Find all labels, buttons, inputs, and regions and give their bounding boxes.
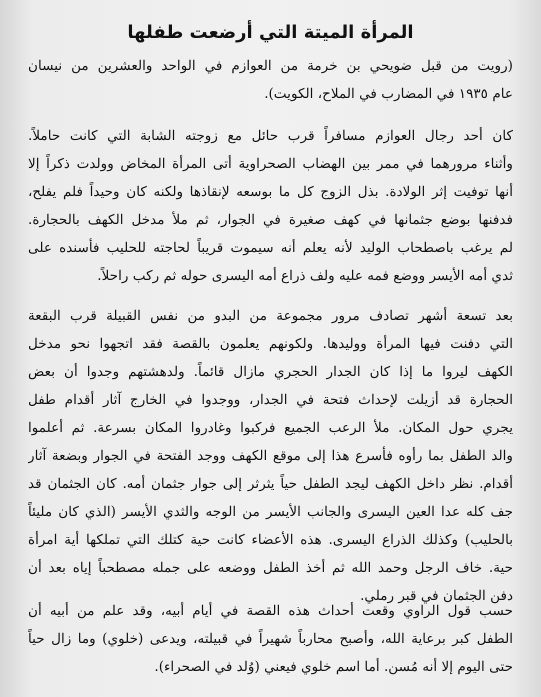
source-line: (رويت من قبل ضويحي بن خرمة من العوازم في الواحد والعشرين من نيسان — [28, 58, 513, 74]
text-line: بعد تسعة أشهر تصادف مرور مجموعة من البدو من نفس القبيلة قرب البقعة — [28, 308, 513, 324]
source-line: عام ١٩٣٥ في المضارب في الملاح، الكويت). — [264, 86, 513, 102]
text-line: حتى اليوم إلا أنه مُسن. أما اسم خلوي فيعني (وُلد في الصحراء). — [154, 659, 513, 675]
paragraph-3 — [28, 597, 513, 681]
text-line: الحجارة قد أزيلت لإحداث فتحة في الجدار، ووجدوا في الخارج آثار أقدام طفل — [28, 392, 513, 408]
text-line: لم يرغب باصطحاب الوليد لأنه يعلم أنه سيموت قريباً لحاجته للحليب فأسنده على — [28, 240, 513, 256]
source-note — [28, 52, 513, 108]
paragraph-1 — [28, 122, 513, 290]
text-line: ثدي أمه الأيسر ووضع فمه عليه ولف ذراع أمه اليسرى حوله ثم ركب راحلاً. — [97, 268, 513, 284]
text-line: كان أحد رجال العوازم مسافراً قرب حائل مع زوجته الشابة التي كانت حاملاً. — [28, 128, 513, 144]
text-line: التي دفنت فيها المرأة ووليدها. ولكونهم يعلمون بالقصة فقد اتجهوا نحو مدخل — [28, 336, 513, 352]
text-line: الطفل كبر برعاية الله، وأصبح محارباً شهيراً في قبيلته، ويدعى (خلوي) وما زال حياً — [28, 631, 513, 647]
text-line: والد الطفل بما رأوه فأسرع هذا إلى موقع الكهف ووجد الفتحة في الجوار وبضعة آثار — [28, 448, 513, 464]
text-line: حية. خاف الرجل وحمد الله ثم أخذ الطفل ووضعه على جمله مصطحباً إياه بعد أن — [28, 560, 513, 576]
story-title: المرأة الميتة التي أرضعت طفلها — [127, 22, 414, 44]
text-line: أقدام. نظر داخل الكهف ليجد الطفل حياً يثرثر إلى جوار جثمان أمه. كان الجثمان قد — [28, 476, 513, 492]
text-line: الكهف ليروا ما إذا كان الجدار الحجري مازال قائماً. ولدهشتهم وجدوا أن بعض — [28, 364, 513, 380]
text-line: يجري حول المكان. ملأ الرعب الجميع فركبوا وغادروا المكان بسرعة. ثم أعلموا — [28, 420, 513, 436]
text-line: دفن الجثمان في قبر رملي. — [360, 588, 513, 604]
text-line: حسب قول الراوي وقعت أحداث هذه القصة في أيام أبيه، وقد علم من أبيه أن — [28, 603, 513, 619]
text-line: وأثناء مرورهما في ممر بين الهضاب الصحراوية أتى المرأة المخاض وولدت ذكراً إلا — [28, 156, 513, 172]
text-line: جف كله عدا العين اليسرى والجانب الأيسر من الوجه والثدي الأيسر (الذي كان مليئاً — [28, 504, 513, 520]
text-line: بالحليب) وكذلك الذراع اليسرى. هذه الأعضاء كانت حية كتلك التي تملكها أية امرأة — [28, 532, 513, 548]
text-line: أنها توفيت إثر الولادة. بذل الزوج كل ما بوسعه لإنقاذها ولكنه كان وحيداً فلم يفلح، — [28, 184, 513, 200]
text-line: فدفنها بوضع جثمانها في كهف صغيرة في الجوار، ثم ملأ مدخل الكهف بالحجارة. — [28, 212, 513, 228]
paragraph-2 — [28, 302, 513, 610]
